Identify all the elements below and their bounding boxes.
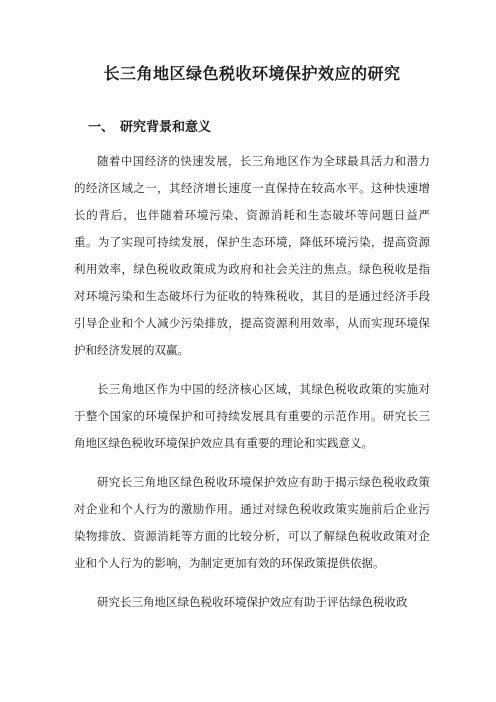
paragraph-3: 研究长三角地区绿色税收环境保护效应有助于揭示绿色税收政策对企业和个人行为的激励作用。通过对绿色税收政策实施前后企业污染物排放、资源消耗等方面的比较分析，可以了解绿色税收政策对企业和个人行为的影响，为制定更加有效的环保政策提供依据。 bbox=[74, 475, 430, 570]
section-heading-text: 研究背景和意义 bbox=[120, 120, 212, 135]
section-heading bbox=[74, 118, 430, 138]
document-title: 长三角地区绿色税收环境保护效应的研究 bbox=[103, 64, 401, 83]
section-number: 一、 bbox=[88, 120, 115, 135]
paragraph-2: 长三角地区作为中国的经济核心区域，其绿色税收政策的实施对于整个国家的环境保护和可持续发展具有重要的示范作用。研究长三角地区绿色税收环境保护效应具有重要的理论和实践意义。 bbox=[74, 382, 430, 450]
paragraph-4: 研究长三角地区绿色税收环境保护效应有助于评估绿色税收政 bbox=[97, 595, 408, 609]
paragraph-1: 随着中国经济的快速发展，长三角地区作为全球最具活力和潜力的经济区域之一，其经济增长速度一直保持在较高水平。这种快速增长的背后，也伴随着环境污染、资源消耗和生态破坏等问题日益严重。为了实现可持续发展，保护生态环境，降低环境污染，提高资源利用效率，绿色税收政策成为政府和社会关注的焦点。绿色税收是指对环境污染和生态破坏行为征收的特殊税收，其目的是通过经济手段引导企业和个人减少污染排放，提高资源利用效率，从而实现环境保护和经济发展的双赢。 bbox=[74, 154, 430, 357]
